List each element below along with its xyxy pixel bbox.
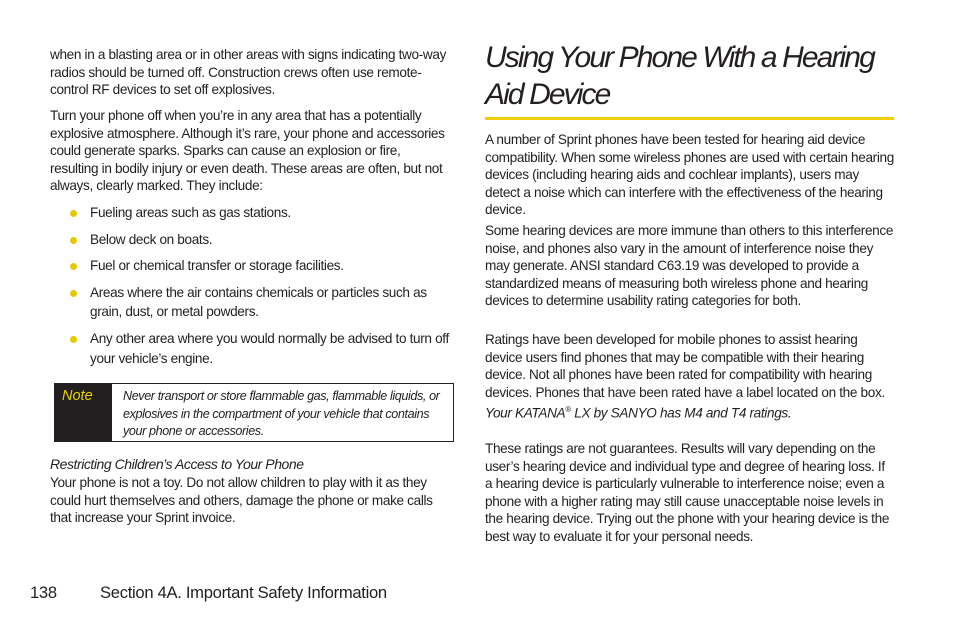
note-box	[54, 383, 454, 442]
list-item-text: Fuel or chemical transfer or storage facilities.	[90, 258, 344, 274]
list-item	[70, 256, 455, 276]
bullet-icon	[70, 263, 77, 270]
note-label: Note	[55, 384, 112, 441]
registered-mark: ®	[565, 405, 571, 415]
list-item-text: Below deck on boats.	[90, 231, 213, 247]
body-paragraph: A number of Sprint phones have been tested for hearing aid device compatibility. When some wireless phones are used with certain hearing devices (including hearing aids and cochlear implants), users may detect a noise which can interfere with the effectiveness of the hearing device.	[485, 132, 894, 218]
list-item-text: Fueling areas such as gas stations.	[90, 205, 291, 220]
section-subheading: Restricting Children’s Access to Your Phone	[50, 456, 304, 472]
model-rating-text: LX by SANYO has M4 and T4 ratings.	[570, 405, 792, 421]
list-item	[70, 203, 455, 223]
list-item	[70, 329, 455, 368]
hazard-list	[70, 203, 455, 375]
body-paragraph: Some hearing devices are more immune than others to this interference noise, and phones also vary in the amount of interference noise they may generate. ANSI standard C63.19 was developed to provide a standardized means of measuring both wireless phone and hearing devices to determine usability rating categories for both.	[485, 223, 894, 309]
bullet-icon	[70, 336, 77, 343]
body-paragraph: These ratings are not guarantees. Results will vary depending on the user’s hearing device and individual type and degree of hearing loss. If a hearing device is particularly vulnerable to interference noise; even a phone with a higher rating may still cause unacceptable noise levels in the hearing device. Trying out the phone with your hearing device is the best way to evaluate it for your personal needs.	[485, 441, 890, 544]
bullet-icon	[70, 237, 77, 244]
list-item-text: Areas where the air contains chemicals or particles such as grain, dust, or metal powders.	[90, 284, 427, 320]
model-rating-text: Your KATANA	[485, 405, 566, 421]
body-paragraph: when in a blasting area or in other areas with signs indicating two-way radios should be turned off. Construction crews often use remote-control RF devices to set off explosives.	[50, 47, 447, 98]
bullet-icon	[70, 210, 77, 217]
body-paragraph: Turn your phone off when you’re in any area that has a potentially explosive atmosphere. Although it’s rare, your phone and accessories could generate sparks. Sparks can cause an explosion or fire, resulting in bodily injury or even death. These areas are often, but not always, clearly marked. They include:	[50, 108, 445, 194]
list-item	[70, 230, 455, 250]
footer-section-title: Section 4A. Important Safety Information	[100, 583, 387, 602]
paragraph-text: Ratings have been developed for mobile phones to assist hearing device users find phones that may be compatible with their hearing device. Not all phones have been rated for compatibility with hearing devices. Phones that have been rated have a label located on the box.	[485, 332, 885, 400]
bullet-icon	[70, 290, 77, 297]
title-underline	[485, 117, 894, 120]
note-text: Never transport or store flammable gas, flammable liquids, or explosives in the compartment of your vehicle that contains your phone or accessories.	[123, 389, 440, 439]
page-number: 138	[30, 583, 57, 602]
page-title: Using Your Phone With a Hearing Aid Device	[485, 41, 874, 111]
list-item-text: Any other area where you would normally be advised to turn off your vehicle’s engine.	[90, 330, 449, 366]
body-paragraph	[485, 331, 895, 423]
list-item	[70, 283, 455, 322]
body-paragraph: Your phone is not a toy. Do not allow children to play with it as they could hurt themselves and others, damage the phone or make calls that increase your Sprint invoice.	[50, 475, 433, 526]
